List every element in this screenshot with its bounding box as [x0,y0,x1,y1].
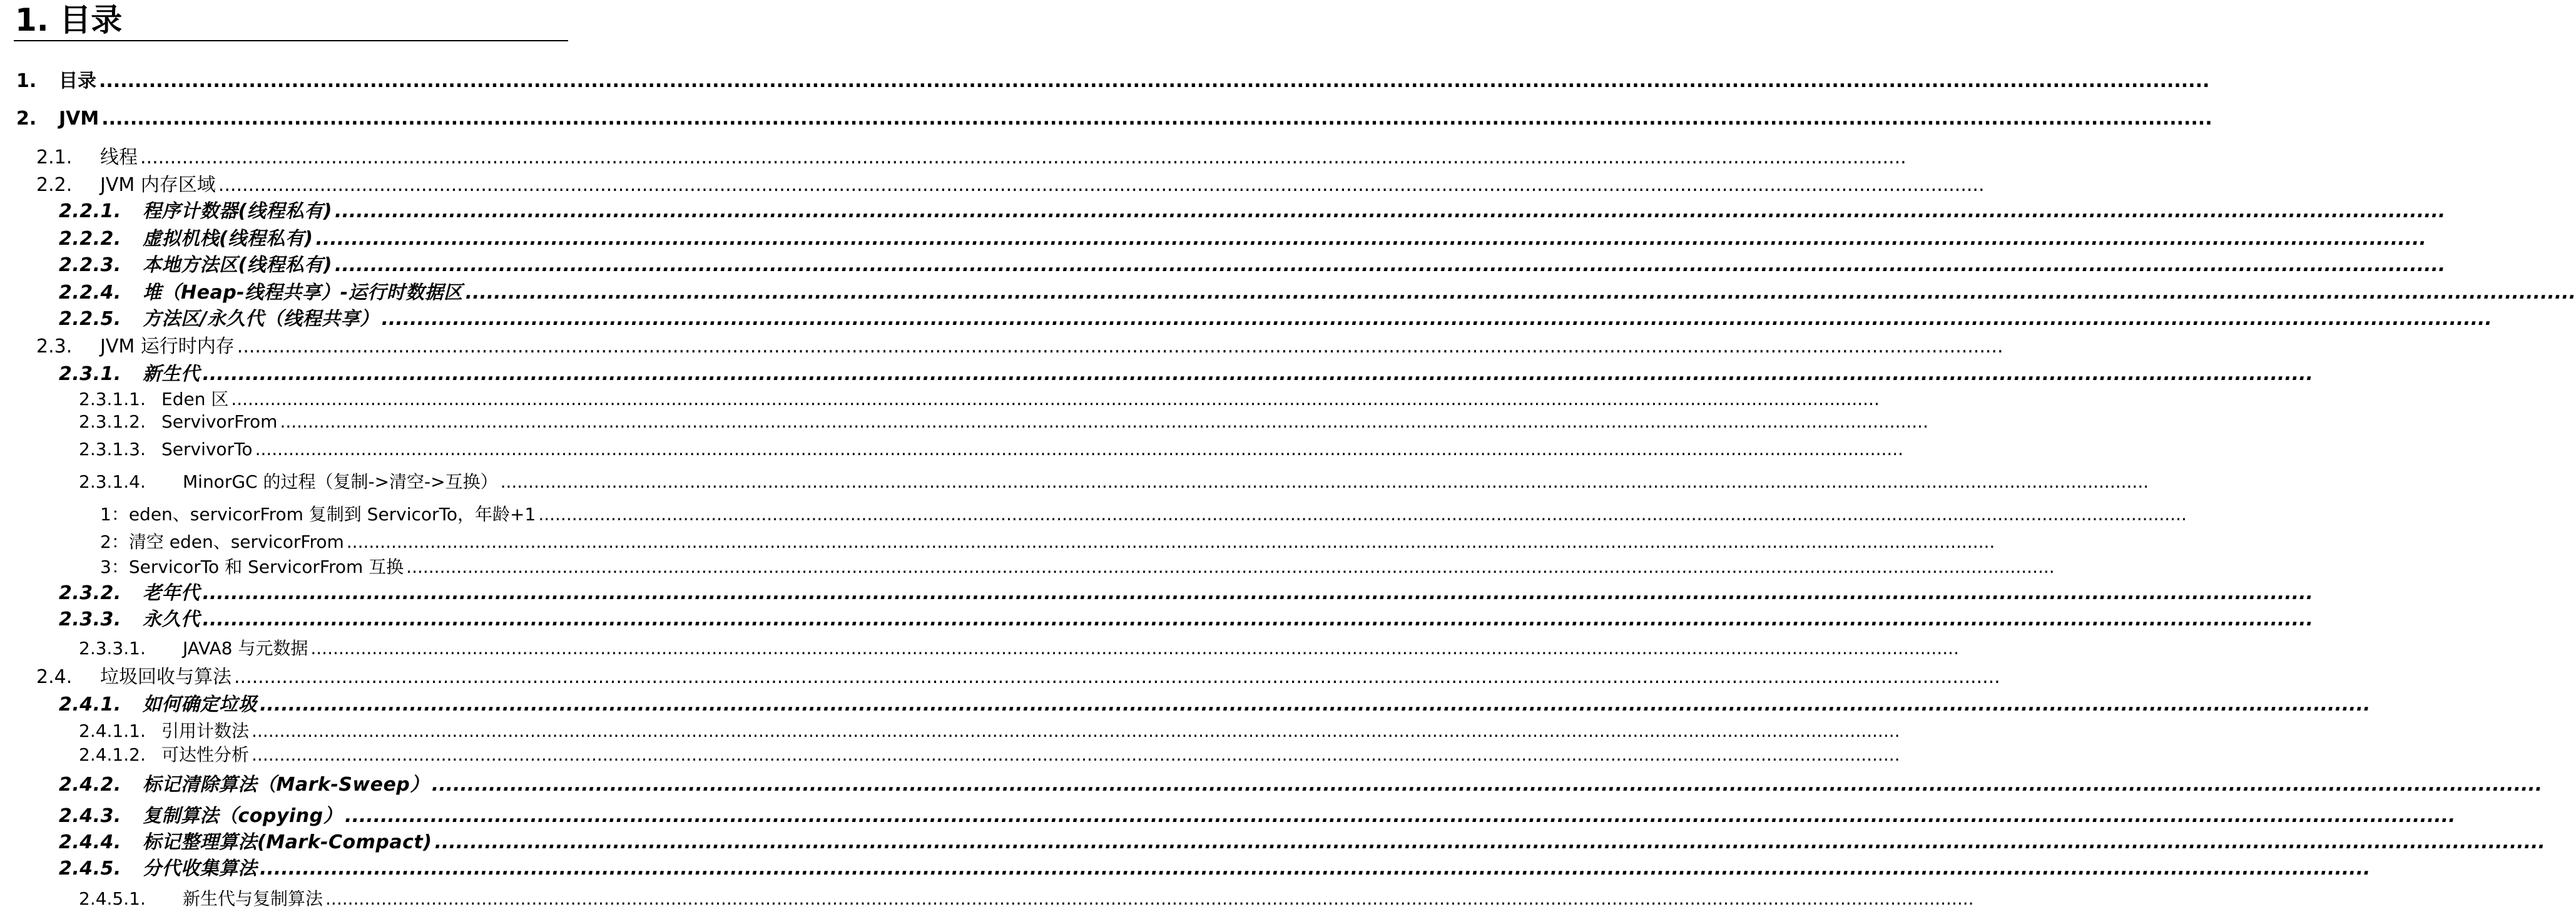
toc-title: JVM 运行时内存 [100,336,235,357]
toc-title: ServivorTo [161,439,253,460]
toc-leader: ........................................................................................................................................................................................................................................................................................................ [202,608,2313,630]
toc-entry[interactable] [0,173,1985,198]
toc-entry[interactable] [0,470,2149,495]
toc-entry[interactable] [0,830,2545,855]
toc-number: 2.2.4. [59,282,121,304]
toc-leader: ........................................................................................................................................................................................................................................................................................................ [252,721,1900,741]
toc-leader: ........................................................................................................................................................................................................................................................................................................ [101,108,2212,130]
toc-number: 2.1. [36,146,73,168]
toc-leader: ........................................................................................................................................................................................................................................................................................................ [334,200,2446,222]
toc-entry[interactable] [0,607,2313,632]
toc-number: 2.3.1. [59,363,121,385]
toc-entry[interactable] [0,253,2446,278]
toc-leader: ........................................................................................................................................................................................................................................................................................................ [431,774,2543,796]
toc-leader: ........................................................................................................................................................................................................................................................................................................ [325,888,1974,909]
toc-entry[interactable] [0,773,2543,798]
toc-leader: ........................................................................................................................................................................................................................................................................................................ [140,146,1907,168]
toc-number: 2.3.3.1. [79,638,146,659]
toc-entry[interactable] [0,227,2426,252]
toc-title: 标记整理算法(Mark-Compact) [143,831,432,853]
toc-leader: ........................................................................................................................................................................................................................................................................................................ [202,363,2313,385]
toc-entry[interactable] [0,692,2371,717]
toc-number: 2.2.1. [59,200,121,222]
toc-entry[interactable] [0,719,1900,744]
toc-leader: ........................................................................................................................................................................................................................................................................................................ [346,531,1995,552]
toc-entry[interactable] [0,307,2492,332]
toc-leader: ........................................................................................................................................................................................................................................................................................................ [218,174,1985,196]
toc-title: 虚拟机栈(线程私有) [143,228,313,250]
toc-number: 2.4.1.2. [79,744,146,765]
toc-title: 垃圾回收与算法 [100,666,232,688]
toc-entry[interactable] [0,199,2446,224]
toc-number: 2.4.5. [59,858,121,880]
toc-entry[interactable] [0,530,1995,555]
toc-number: 2.3.1.1. [79,389,146,409]
toc-entry[interactable] [0,742,1900,768]
toc-title: Eden 区 [161,389,229,409]
toc-leader: ........................................................................................................................................................................................................................................................................................................ [310,638,1959,659]
toc-number: 2.4. [36,666,73,688]
toc-number: 2.4.1. [59,694,121,716]
toc-leader: ........................................................................................................................................................................................................................................................................................................ [334,254,2446,276]
toc-number: 1. [16,70,37,92]
toc-number: 2.3.1.3. [79,439,146,460]
toc-leader: ........................................................................................................................................................................................................................................................................................................ [99,70,2210,92]
toc-leader: ........................................................................................................................................................................................................................................................................................................ [234,666,2000,688]
toc-leader: ........................................................................................................................................................................................................................................................................................................ [252,744,1900,765]
toc-number: 2.3.1.2. [79,411,146,432]
toc-title: 3：ServicorTo 和 ServicorFrom 互换 [100,557,404,577]
toc-number: 2.2. [36,174,73,196]
toc-title: 标记清除算法（Mark-Sweep） [143,774,429,796]
toc-entry[interactable] [0,502,2187,527]
toc-title: JVM [59,108,99,130]
toc-number: 2.4.4. [59,831,121,853]
toc-number: 2.2.5. [59,308,121,330]
toc-entry[interactable] [0,69,2210,94]
toc-title: ServivorFrom [161,411,278,432]
toc-number: 2.2.2. [59,228,121,250]
toc-entry[interactable] [0,581,2313,606]
toc-title: 程序计数器(线程私有) [143,200,332,222]
toc-leader: ........................................................................................................................................................................................................................................................................................................ [406,557,2055,577]
toc-entry[interactable] [0,856,2371,881]
toc-leader: ........................................................................................................................................................................................................................................................................................................ [500,471,2149,492]
toc-leader: ........................................................................................................................................................................................................................................................................................................ [280,411,1928,432]
toc-entry[interactable] [0,409,1928,434]
toc-leader: ........................................................................................................................................................................................................................................................................................................ [465,282,2576,304]
toc-title: JAVA8 与元数据 [183,638,308,659]
toc-leader: ........................................................................................................................................................................................................................................................................................................ [255,439,1904,460]
toc-number: 2.3.1.4. [79,471,146,492]
toc-title: 堆（Heap-线程共享）-运行时数据区 [143,282,463,304]
toc-leader: ........................................................................................................................................................................................................................................................................................................ [260,858,2371,880]
toc-number: 2.3.3. [59,608,121,630]
toc-title: 1：eden、servicorFrom 复制到 ServicorTo，年龄+1 [100,504,536,525]
toc-title: 线程 [100,146,138,168]
toc-number: 2.4.3. [59,805,121,827]
toc-entry[interactable] [0,334,2003,359]
toc-entry[interactable] [0,437,1904,462]
toc-leader: ........................................................................................................................................................................................................................................................................................................ [260,694,2371,716]
toc-title: 老年代 [143,582,200,604]
toc-number: 2.2.3. [59,254,121,276]
toc-entry[interactable] [0,387,1880,412]
toc-entry[interactable] [0,280,2576,306]
toc-leader: ........................................................................................................................................................................................................................................................................................................ [231,389,1880,409]
toc-title: 复制算法（copying） [143,805,343,827]
toc-leader: ........................................................................................................................................................................................................................................................................................................ [202,582,2313,604]
toc-entry[interactable] [0,886,1974,911]
toc-leader: ........................................................................................................................................................................................................................................................................................................ [345,805,2456,827]
toc-number: 2.4.2. [59,774,121,796]
toc-number: 2.3.2. [59,582,121,604]
toc-title: JVM 内存区域 [100,174,216,196]
toc-title: 本地方法区(线程私有) [143,254,332,276]
toc-entry[interactable] [0,665,2000,690]
toc-title: 方法区/永久代（线程共享） [143,308,379,330]
toc-entry[interactable] [0,636,1959,661]
toc-entry[interactable] [0,804,2456,829]
toc-leader: ........................................................................................................................................................................................................................................................................................................ [434,831,2545,853]
toc-number: 2. [16,108,37,130]
toc-title: 永久代 [143,608,200,630]
toc-leader: ........................................................................................................................................................................................................................................................................................................ [381,308,2492,330]
toc-leader: ........................................................................................................................................................................................................................................................................................................ [538,504,2187,525]
toc-leader: ........................................................................................................................................................................................................................................................................................................ [237,336,2003,357]
toc-leader: ........................................................................................................................................................................................................................................................................................................ [315,228,2426,250]
toc-entry[interactable] [0,106,2212,131]
toc-number: 2.4.1.1. [79,721,146,741]
page-title: 1. 目录 [15,2,123,38]
toc-title: 可达性分析 [161,744,250,765]
toc-entry[interactable] [0,555,2055,580]
toc-title: 分代收集算法 [143,858,257,880]
title-divider [14,40,568,41]
toc-title: 目录 [59,70,96,92]
toc-title: MinorGC 的过程（复制->清空->互换） [183,471,498,492]
toc-number: 2.4.5.1. [79,888,146,909]
toc-title: 2：清空 eden、servicorFrom [100,531,344,552]
toc-entry[interactable] [0,362,2313,387]
toc-title: 新生代 [143,363,200,385]
toc-title: 新生代与复制算法 [183,888,323,909]
toc-entry[interactable] [0,145,1907,170]
toc-number: 2.3. [36,336,73,357]
toc-title: 引用计数法 [161,721,250,741]
toc-title: 如何确定垃圾 [143,694,257,716]
